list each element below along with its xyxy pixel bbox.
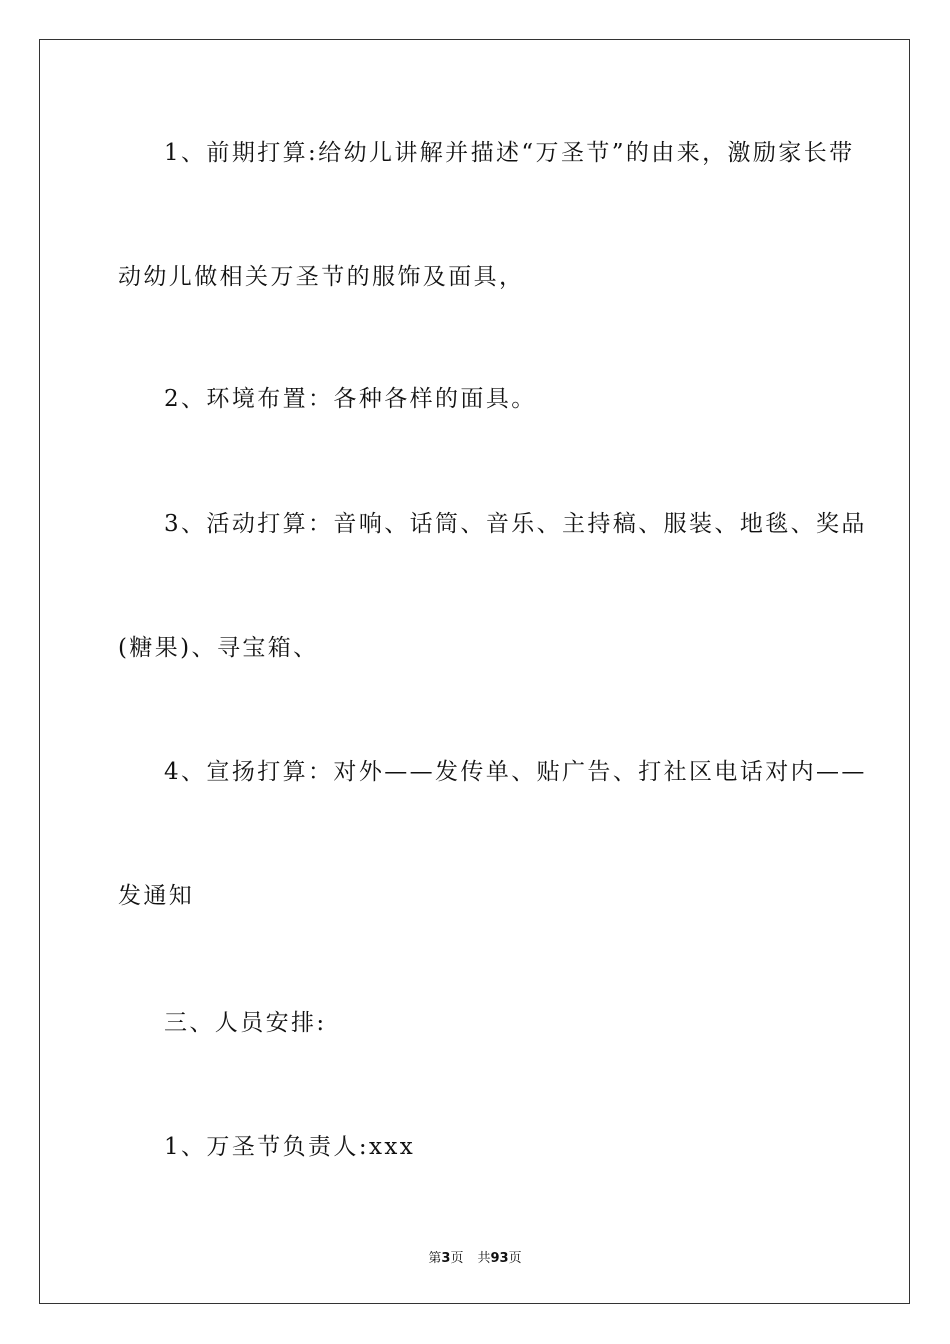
footer-page-number: 3 (441, 1251, 451, 1266)
paragraph-line-3: 2、环境布置：各种各样的面具。 (164, 386, 537, 412)
section-heading: 三、人员安排: (164, 1010, 327, 1036)
footer-page-prefix: 第 (428, 1251, 442, 1266)
page-footer (0, 1247, 950, 1266)
paragraph-line-7: 发通知 (118, 883, 195, 909)
paragraph-line-6: 4、宣扬打算：对外——发传单、贴广告、打社区电话对内—— (164, 759, 867, 785)
footer-total-prefix: 共 (477, 1251, 491, 1266)
paragraph-line-4: 3、活动打算：音响、话筒、音乐、主持稿、服装、地毯、奖品 (164, 511, 867, 537)
footer-page-suffix: 页 (450, 1251, 464, 1266)
paragraph-line-1: 1、前期打算:给幼儿讲解并描述“万圣节”的由来，激励家长带 (164, 140, 855, 166)
paragraph-line-9: 1、万圣节负责人:xxx (164, 1134, 416, 1160)
paragraph-line-2: 动幼儿做相关万圣节的服饰及面具， (118, 264, 525, 290)
paragraph-line-5: (糖果)、寻宝箱、 (118, 635, 319, 661)
footer-total-suffix: 页 (508, 1251, 522, 1266)
page-border (39, 39, 910, 1304)
footer-total-number: 93 (490, 1251, 509, 1266)
